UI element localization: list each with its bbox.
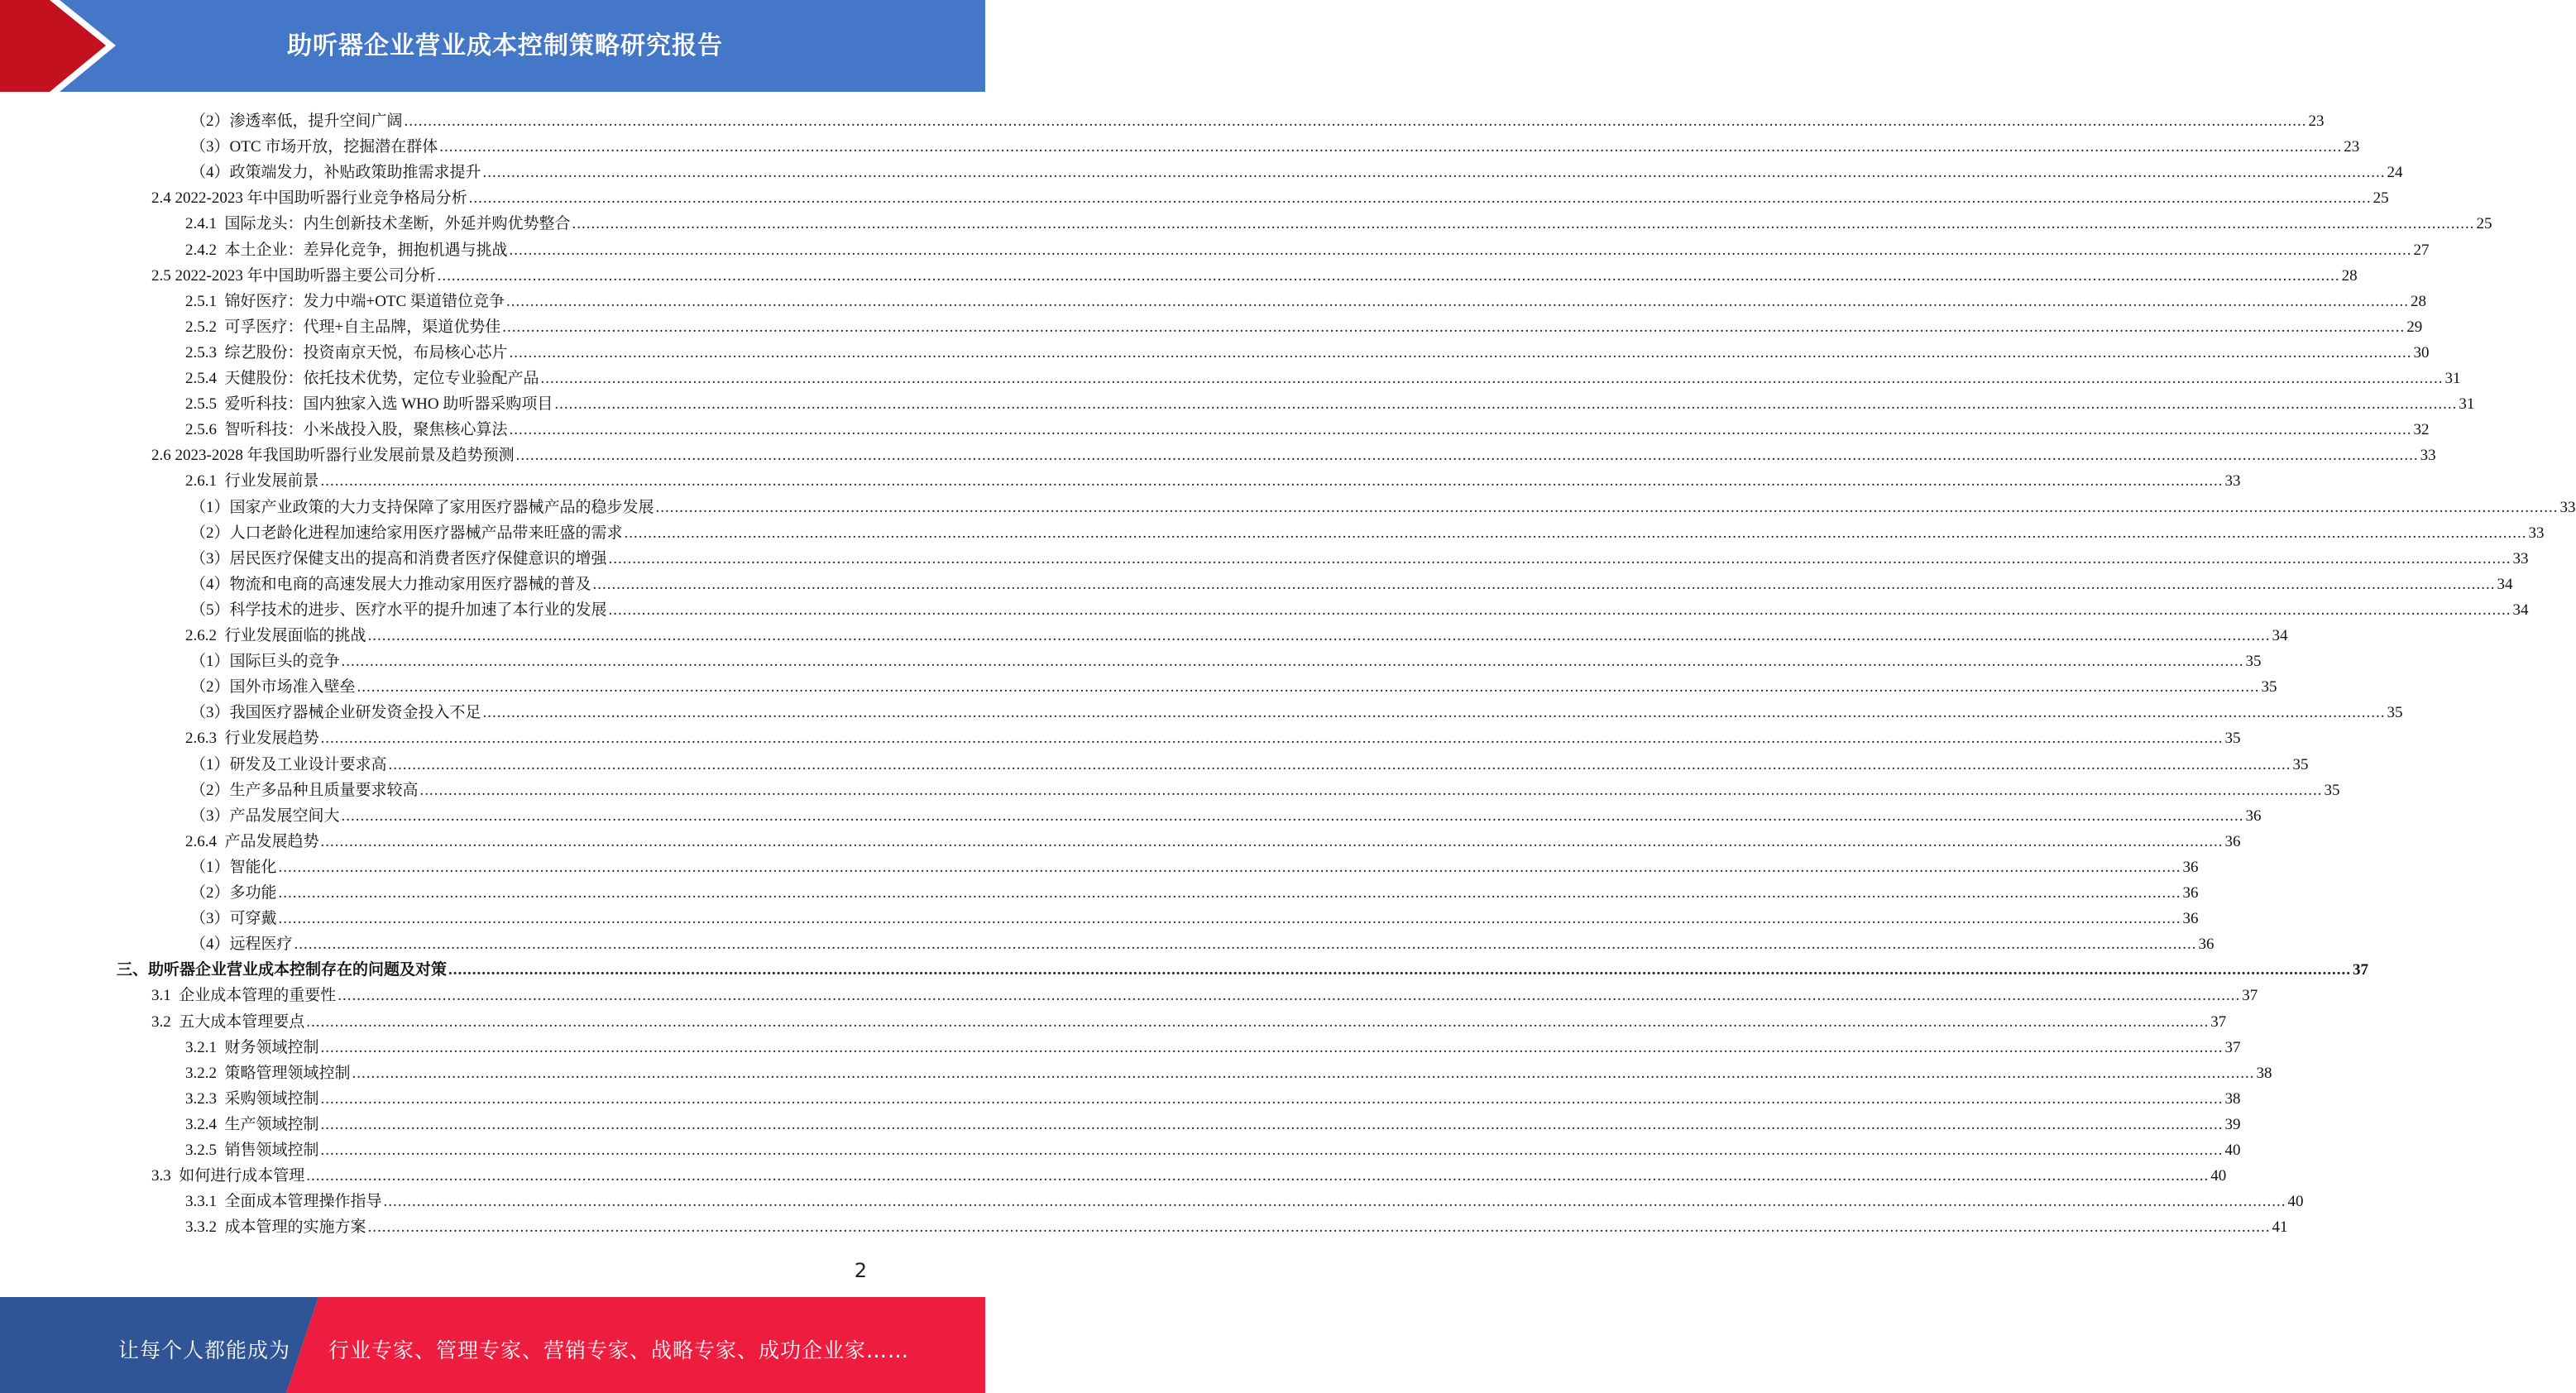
toc-dot-leader: ................................................................................................................................................................................................................................................................................................................................................................................................................ — [320, 1038, 2224, 1056]
toc-entry[interactable] — [185, 208, 2492, 233]
toc-entry-page: 40 — [2287, 1193, 2304, 1211]
toc-entry-label: 2.6.1 行业发展前景 — [185, 472, 319, 491]
toc-entry-label: （5）科学技术的进步、医疗水平的提升加速了本行业的发展 — [190, 601, 607, 619]
toc-entry-page: 35 — [2261, 678, 2277, 696]
toc-entry-page: 37 — [2224, 1038, 2241, 1056]
toc-dot-leader: ................................................................................................................................................................................................................................................................................................................................................................................................................ — [502, 318, 2406, 336]
toc-entry-label: 2.6 2023-2028 年我国助听器行业发展前景及趋势预测 — [151, 447, 515, 465]
toc-entry[interactable] — [190, 851, 2199, 877]
toc-dot-leader: ................................................................................................................................................................................................................................................................................................................................................................................................................ — [448, 961, 2352, 979]
toc-entry-page: 33 — [2559, 498, 2576, 516]
toc-entry-label: （1）智能化 — [190, 858, 277, 876]
toc-entry-page: 36 — [2224, 832, 2241, 850]
toc-dot-leader: ................................................................................................................................................................................................................................................................................................................................................................................................................ — [338, 987, 2241, 1005]
toc-dot-leader: ................................................................................................................................................................................................................................................................................................................................................................................................................ — [655, 498, 2559, 516]
toc-entry[interactable] — [190, 491, 2576, 517]
toc-entry-label: 3.3.1 全面成本管理操作指导 — [185, 1193, 382, 1211]
toc-entry[interactable] — [185, 620, 2288, 645]
toc-entry-page: 34 — [2512, 601, 2529, 619]
toc-entry-page: 35 — [2324, 781, 2340, 799]
toc-entry-page: 37 — [2353, 961, 2369, 979]
toc-entry[interactable] — [151, 1160, 2227, 1185]
toc-entry-label: 2.4 2022-2023 年中国助听器行业竞争格局分析 — [151, 189, 467, 208]
toc-entry-label: 2.6.3 行业发展趋势 — [185, 730, 319, 748]
toc-entry-page: 37 — [2242, 987, 2258, 1005]
toc-entry-label: （2）国外市场准入壁垒 — [190, 678, 356, 696]
toc-entry-label: （1）国家产业政策的大力支持保障了家用医疗器械产品的稳步发展 — [190, 498, 654, 516]
toc-entry[interactable] — [185, 285, 2426, 311]
toc-entry[interactable] — [151, 979, 2258, 1005]
toc-dot-leader: ................................................................................................................................................................................................................................................................................................................................................................................................................ — [482, 164, 2386, 182]
footer-slogan-right: 行业专家、管理专家、营销专家、战略专家、成功企业家…… — [328, 1338, 910, 1362]
toc-dot-leader: ................................................................................................................................................................................................................................................................................................................................................................................................................ — [509, 343, 2412, 361]
toc-dot-leader: ................................................................................................................................................................................................................................................................................................................................................................................................................ — [554, 395, 2458, 414]
toc-entry-page: 34 — [2272, 627, 2288, 644]
toc-entry-label: 3.2.2 策略管理领域控制 — [185, 1064, 351, 1082]
toc-entry-label: 3.2.3 采购领域控制 — [185, 1089, 319, 1108]
toc-entry-label: 3.1 企业成本管理的重要性 — [151, 987, 337, 1005]
toc-entry-label: 2.5.3 综艺股份：投资南京天悦，布局核心芯片 — [185, 343, 508, 361]
toc-entry-label: 2.4.2 本土企业：差异化竞争，拥抱机遇与挑战 — [185, 241, 508, 259]
toc-dot-leader: ................................................................................................................................................................................................................................................................................................................................................................................................................ — [437, 266, 2340, 285]
toc-entry-label: （4）远程医疗 — [190, 936, 293, 954]
toc-entry-label: 3.2 五大成本管理要点 — [151, 1012, 305, 1031]
toc-entry[interactable] — [190, 105, 2325, 131]
toc-entry-page: 28 — [2341, 266, 2358, 285]
toc-entry[interactable] — [185, 1083, 2241, 1108]
toc-entry[interactable] — [185, 337, 2430, 362]
toc-entry-label: 3.2.4 生产领域控制 — [185, 1115, 319, 1133]
toc-entry-page: 33 — [2512, 549, 2529, 567]
toc-dot-leader: ................................................................................................................................................................................................................................................................................................................................................................................................................ — [572, 215, 2475, 233]
toc-entry-label: 2.4.1 国际龙头：内生创新技术垄断，外延并购优势整合 — [185, 215, 571, 233]
toc-entry[interactable] — [185, 234, 2430, 260]
toc-dot-leader: ................................................................................................................................................................................................................................................................................................................................................................................................................ — [515, 447, 2419, 465]
toc-dot-leader: ................................................................................................................................................................................................................................................................................................................................................................................................................ — [320, 832, 2224, 850]
toc-entry-page: 35 — [2224, 730, 2241, 748]
toc-entry-label: 2.6.2 行业发展面临的挑战 — [185, 627, 366, 644]
toc-dot-leader: ................................................................................................................................................................................................................................................................................................................................................................................................................ — [294, 936, 2197, 954]
toc-entry-label: （4）物流和电商的高速发展大力推动家用医疗器械的普及 — [190, 575, 591, 593]
toc-entry-label: 3.3.2 成本管理的实施方案 — [185, 1218, 366, 1237]
toc-entry-page: 33 — [2528, 524, 2545, 542]
toc-entry[interactable] — [185, 1185, 2304, 1211]
toc-entry-page: 33 — [2420, 447, 2436, 465]
toc-entry-label: （2）渗透率低，提升空间广阔 — [190, 112, 403, 130]
toc-entry[interactable] — [185, 1057, 2272, 1083]
toc-entry[interactable] — [190, 774, 2340, 800]
toc-dot-leader: ................................................................................................................................................................................................................................................................................................................................................................................................................ — [352, 1064, 2255, 1082]
toc-entry-label: （3）我国医疗器械企业研发资金投入不足 — [190, 704, 481, 722]
toc-entry-page: 35 — [2387, 704, 2403, 722]
toc-dot-leader: ................................................................................................................................................................................................................................................................................................................................................................................................................ — [388, 755, 2291, 773]
toc-dot-leader: ................................................................................................................................................................................................................................................................................................................................................................................................................ — [341, 807, 2244, 825]
toc-dot-leader: ................................................................................................................................................................................................................................................................................................................................................................................................................ — [306, 1167, 2210, 1185]
toc-entry[interactable] — [151, 182, 2389, 208]
toc-dot-leader: ................................................................................................................................................................................................................................................................................................................................................................................................................ — [505, 292, 2409, 310]
toc-entry-label: （2）人口老龄化进程加速给家用医疗器械产品带来旺盛的需求 — [190, 524, 623, 542]
toc-entry[interactable] — [190, 902, 2199, 928]
toc-dot-leader: ................................................................................................................................................................................................................................................................................................................................................................................................................ — [320, 730, 2224, 748]
footer-slogan-left: 让每个人都能成为 — [118, 1338, 291, 1362]
toc-entry[interactable] — [190, 671, 2277, 696]
toc-dot-leader: ................................................................................................................................................................................................................................................................................................................................................................................................................ — [540, 370, 2444, 387]
toc-dot-leader: ................................................................................................................................................................................................................................................................................................................................................................................................................ — [367, 627, 2271, 644]
toc-entry[interactable] — [190, 749, 2309, 774]
toc-entry[interactable] — [185, 414, 2430, 439]
toc-entry-label: 2.5.5 爱听科技：国内独家入选 WHO 助听器采购项目 — [185, 395, 553, 414]
toc-dot-leader: ................................................................................................................................................................................................................................................................................................................................................................................................................ — [482, 704, 2386, 722]
toc-entry-page: 29 — [2406, 318, 2423, 336]
toc-dot-leader: ................................................................................................................................................................................................................................................................................................................................................................................................................ — [278, 858, 2181, 876]
toc-entry-page: 31 — [2459, 395, 2475, 414]
toc-entry-label: 2.5.6 智听科技：小米战投入股，聚焦核心算法 — [185, 421, 508, 439]
toc-entry-label: （1）国际巨头的竞争 — [190, 653, 340, 671]
toc-entry-label: （2）生产多品种且质量要求较高 — [190, 781, 419, 799]
toc-entry[interactable] — [117, 954, 2369, 979]
toc-entry-label: 三、助听器企业营业成本控制存在的问题及对策 — [117, 961, 448, 979]
toc-entry-page: 23 — [2344, 138, 2360, 156]
toc-entry-page: 40 — [2210, 1167, 2227, 1185]
toc-entry[interactable] — [190, 645, 2262, 671]
toc-dot-leader: ................................................................................................................................................................................................................................................................................................................................................................................................................ — [278, 884, 2181, 902]
toc-dot-leader: ................................................................................................................................................................................................................................................................................................................................................................................................................ — [439, 138, 2343, 156]
toc-entry[interactable] — [190, 131, 2360, 156]
toc-dot-leader: ................................................................................................................................................................................................................................................................................................................................................................................................................ — [419, 781, 2323, 799]
toc-dot-leader: ................................................................................................................................................................................................................................................................................................................................................................................................................ — [509, 421, 2412, 439]
toc-entry-label: （2）多功能 — [190, 884, 277, 902]
toc-dot-leader: ................................................................................................................................................................................................................................................................................................................................................................................................................ — [306, 1012, 2210, 1031]
toc-entry-page: 36 — [2245, 807, 2262, 825]
toc-dot-leader: ................................................................................................................................................................................................................................................................................................................................................................................................................ — [320, 1142, 2224, 1159]
toc-entry-page: 34 — [2497, 575, 2513, 593]
toc-entry-page: 36 — [2182, 884, 2199, 902]
toc-entry[interactable] — [190, 696, 2403, 722]
toc-entry[interactable] — [190, 928, 2214, 954]
toc-entry-page: 41 — [2272, 1218, 2288, 1237]
toc-entry-page: 35 — [2292, 755, 2309, 773]
toc-entry[interactable] — [185, 1134, 2241, 1160]
toc-entry-label: 3.2.1 财务领域控制 — [185, 1038, 319, 1056]
toc-entry-page: 33 — [2224, 472, 2241, 491]
page-footer — [0, 1297, 985, 1393]
toc-entry-label: （3）居民医疗保健支出的提高和消费者医疗保健意识的增强 — [190, 549, 607, 567]
toc-entry[interactable] — [190, 517, 2545, 543]
toc-dot-leader: ................................................................................................................................................................................................................................................................................................................................................................................................................ — [383, 1193, 2286, 1211]
toc-entry[interactable] — [151, 260, 2358, 285]
toc-entry-page: 38 — [2224, 1089, 2241, 1108]
toc-entry[interactable] — [190, 568, 2513, 594]
toc-entry-label: 3.2.5 销售领域控制 — [185, 1142, 319, 1159]
toc-entry-page: 35 — [2245, 653, 2262, 671]
toc-entry-page: 25 — [2476, 215, 2492, 233]
toc-entry-label: 2.5.2 可孚医疗：代理+自主品牌，渠道优势佳 — [185, 318, 501, 336]
toc-entry-page: 40 — [2224, 1142, 2241, 1159]
toc-dot-leader: ................................................................................................................................................................................................................................................................................................................................................................................................................ — [278, 910, 2181, 928]
toc-entry-page: 36 — [2198, 936, 2214, 954]
toc-dot-leader: ................................................................................................................................................................................................................................................................................................................................................................................................................ — [509, 241, 2412, 259]
toc-entry-page: 24 — [2387, 164, 2403, 182]
toc-entry-page: 30 — [2413, 343, 2430, 361]
toc-entry[interactable] — [151, 439, 2436, 465]
toc-entry-label: （3）产品发展空间大 — [190, 807, 340, 825]
toc-entry[interactable] — [151, 1006, 2227, 1032]
toc-entry[interactable] — [185, 826, 2241, 851]
toc-entry[interactable] — [185, 1032, 2241, 1057]
page-header — [0, 0, 985, 92]
toc-entry[interactable] — [185, 311, 2423, 337]
toc-entry[interactable] — [190, 877, 2199, 902]
toc-entry-label: 2.5.1 锦好医疗：发力中端+OTC 渠道错位竞争 — [185, 292, 505, 310]
toc-entry-label: 2.5.4 天健股份：依托技术优势，定位专业验配产品 — [185, 370, 539, 387]
toc-dot-leader: ................................................................................................................................................................................................................................................................................................................................................................................................................ — [367, 1218, 2271, 1237]
page-number: 2 — [854, 1259, 867, 1282]
toc-dot-leader: ................................................................................................................................................................................................................................................................................................................................................................................................................ — [320, 472, 2224, 491]
toc-entry[interactable] — [185, 465, 2241, 491]
toc-dot-leader: ................................................................................................................................................................................................................................................................................................................................................................................................................ — [341, 653, 2244, 671]
toc-entry[interactable] — [185, 388, 2475, 414]
toc-entry[interactable] — [185, 722, 2241, 748]
toc-entry-label: （3）OTC 市场开放，挖掘潜在群体 — [190, 138, 438, 156]
toc-entry[interactable] — [190, 156, 2403, 182]
toc-dot-leader: ................................................................................................................................................................................................................................................................................................................................................................................................................ — [468, 189, 2372, 208]
toc-entry-page: 36 — [2182, 858, 2199, 876]
toc-entry-page: 32 — [2413, 421, 2430, 439]
toc-entry-label: （3）可穿戴 — [190, 910, 277, 928]
toc-entry-page: 39 — [2224, 1115, 2241, 1133]
toc-entry-page: 27 — [2413, 241, 2430, 259]
toc-dot-leader: ................................................................................................................................................................................................................................................................................................................................................................................................................ — [592, 575, 2496, 593]
toc-entry[interactable] — [190, 800, 2262, 826]
toc-entry-label: 2.5 2022-2023 年中国助听器主要公司分析 — [151, 266, 436, 285]
table-of-contents — [0, 105, 2576, 1247]
toc-dot-leader: ................................................................................................................................................................................................................................................................................................................................................................................................................ — [404, 112, 2307, 130]
report-title: 助听器企业营业成本控制策略研究报告 — [287, 31, 723, 60]
toc-entry[interactable] — [185, 1211, 2288, 1237]
toc-dot-leader: ................................................................................................................................................................................................................................................................................................................................................................................................................ — [357, 678, 2260, 696]
toc-entry-label: 3.3 如何进行成本管理 — [151, 1167, 305, 1185]
toc-entry[interactable] — [185, 362, 2461, 388]
toc-dot-leader: ................................................................................................................................................................................................................................................................................................................................................................................................................ — [320, 1089, 2224, 1108]
toc-entry-label: （1）研发及工业设计要求高 — [190, 755, 387, 773]
toc-entry-page: 37 — [2210, 1012, 2227, 1031]
toc-dot-leader: ................................................................................................................................................................................................................................................................................................................................................................................................................ — [608, 549, 2511, 567]
toc-entry-page: 28 — [2410, 292, 2426, 310]
toc-entry[interactable] — [190, 594, 2529, 620]
toc-dot-leader: ................................................................................................................................................................................................................................................................................................................................................................................................................ — [624, 524, 2527, 542]
toc-entry-page: 38 — [2256, 1064, 2272, 1082]
toc-entry[interactable] — [185, 1108, 2241, 1134]
toc-dot-leader: ................................................................................................................................................................................................................................................................................................................................................................................................................ — [608, 601, 2511, 619]
toc-entry-label: 2.6.4 产品发展趋势 — [185, 832, 319, 850]
toc-entry-page: 23 — [2308, 112, 2325, 130]
toc-entry[interactable] — [190, 543, 2529, 568]
toc-entry-page: 36 — [2182, 910, 2199, 928]
toc-entry-page: 31 — [2444, 370, 2461, 387]
toc-entry-label: （4）政策端发力，补贴政策助推需求提升 — [190, 164, 481, 182]
toc-dot-leader: ................................................................................................................................................................................................................................................................................................................................................................................................................ — [320, 1115, 2224, 1133]
toc-entry-page: 25 — [2373, 189, 2389, 208]
